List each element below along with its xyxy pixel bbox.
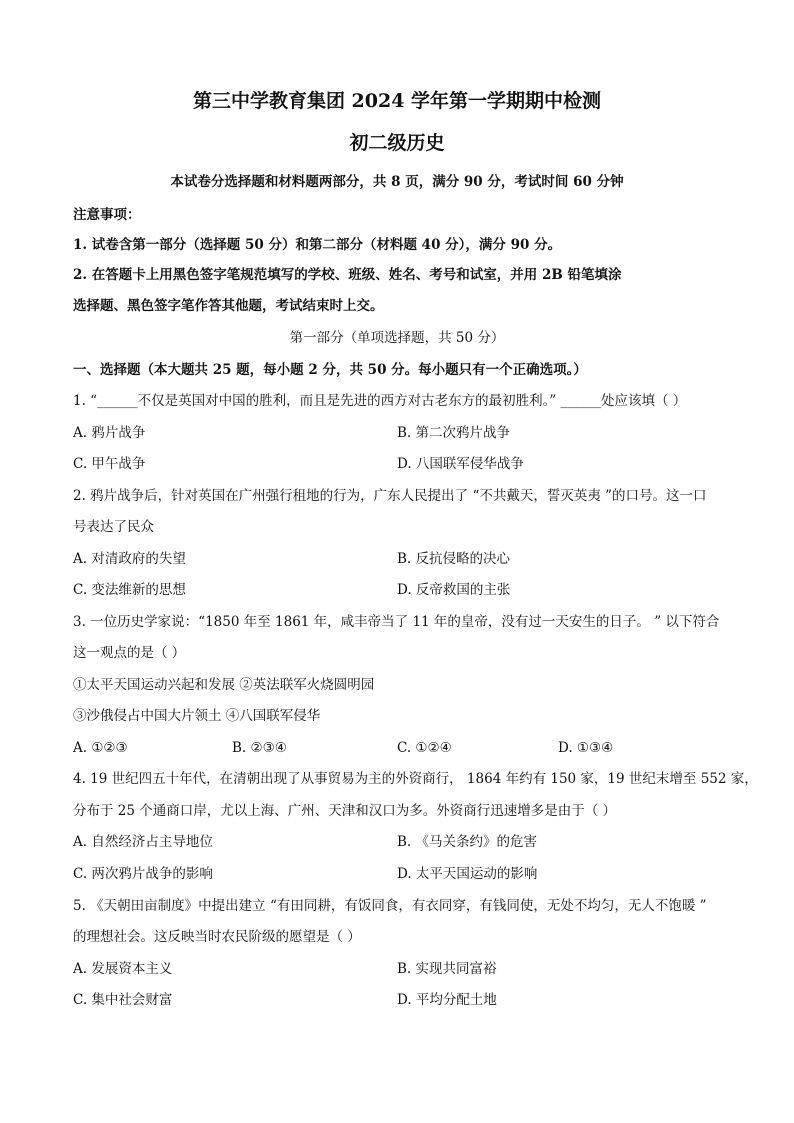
q4-option-d: D. 太平天国运动的影响 [397, 866, 538, 882]
question-2-stem-cont: 号表达了民众 [73, 519, 154, 535]
q1-option-c: C. 甲午战争 [73, 456, 146, 472]
exam-info: 本试卷分选择题和材料题两部分，共 8 页，满分 90 分，考试时间 60 分钟 [170, 174, 624, 190]
question-2-stem: 2. 鸦片战争后，针对英国在广州强行租地的行为，广东人民提出了 “不共戴天，誓灭英夷 ”的口号。这一口 [73, 488, 707, 504]
q3-option-b: B. ②③④ [232, 740, 287, 756]
notes-item-1: 1. 试卷含第一部分（选择题 50 分）和第二部分（材料题 40 分），满分 90 分。 [73, 237, 562, 253]
question-5-stem-cont: 的理想社会。这反映当时农民阶级的愿望是（ ） [73, 929, 361, 945]
q5-option-d: D. 平均分配土地 [397, 992, 497, 1008]
question-3-items-1: ①太平天国运动兴起和发展 ②英法联军火烧圆明园 [73, 677, 375, 693]
question-4-stem-cont: 分布于 25 个通商口岸，尤以上海、广州、天津和汉口为多。外资商行迅速增多是由于（ ） [73, 803, 617, 819]
q5-option-c: C. 集中社会财富 [73, 992, 173, 1008]
part1-heading: 第一部分（单项选择题，共 50 分） [289, 330, 505, 346]
q4-option-b: B. 《马关条约》的危害 [397, 834, 538, 850]
q1-option-a: A. 鸦片战争 [73, 425, 146, 441]
section-heading: 一、选择题（本大题共 25 题，每小题 2 分，共 50 分。每小题只有一个正确选项。） [73, 362, 587, 378]
question-3-stem-cont: 这一观点的是（ ） [73, 645, 186, 661]
exam-title: 第三中学教育集团 2024 学年第一学期期中检测 [192, 90, 602, 112]
question-4-stem: 4. 19 世纪四五十年代，在清朝出现了从事贸易为主的外资商行， 1864 年约有 150 家，19 世纪末增至 552 家， [73, 771, 758, 787]
q2-option-b: B. 反抗侵略的决心 [397, 551, 511, 567]
q4-option-c: C. 两次鸦片战争的影响 [73, 866, 213, 882]
q2-option-c: C. 变法维新的思想 [73, 582, 186, 598]
q1-option-d: D. 八国联军侵华战争 [397, 456, 524, 472]
q3-option-c: C. ①②④ [397, 740, 452, 756]
q5-option-a: A. 发展资本主义 [73, 961, 173, 977]
notes-heading: 注意事项： [73, 207, 141, 223]
q3-option-d: D. ①③④ [558, 740, 614, 756]
q2-option-a: A. 对清政府的失望 [73, 551, 186, 567]
question-5-stem: 5. 《天朝田亩制度》中提出建立 “有田同耕，有饭同食，有衣同穿，有钱同使，无处不均匀，无人不饱暖 ” [73, 898, 707, 914]
q5-option-b: B. 实现共同富裕 [397, 961, 497, 977]
subject-title: 初二级历史 [349, 132, 445, 154]
q1-option-b: B. 第二次鸦片战争 [397, 425, 511, 441]
question-3-items-2: ③沙俄侵占中国大片领土 ④八国联军侵华 [73, 708, 321, 724]
q2-option-d: D. 反帝救国的主张 [397, 582, 511, 598]
question-3-stem: 3. 一位历史学家说：“1850 年至 1861 年，咸丰帝当了 11 年的皇帝，没有过一天安生的日子。 ” 以下符合 [73, 614, 720, 630]
q3-option-a: A. ①②③ [73, 740, 128, 756]
notes-item-2-cont: 选择题、黑色签字笔作答其他题，考试结束时上交。 [73, 298, 384, 314]
q4-option-a: A. 自然经济占主导地位 [73, 834, 213, 850]
notes-item-2: 2. 在答题卡上用黑色签字笔规范填写的学校、班级、姓名、考号和试室，并用 2B 铅笔填涂 [73, 267, 622, 283]
question-1-stem: 1. “______不仅是英国对中国的胜利，而且是先进的西方对古老东方的最初胜利。” ______处应该填（ ） [73, 393, 687, 409]
